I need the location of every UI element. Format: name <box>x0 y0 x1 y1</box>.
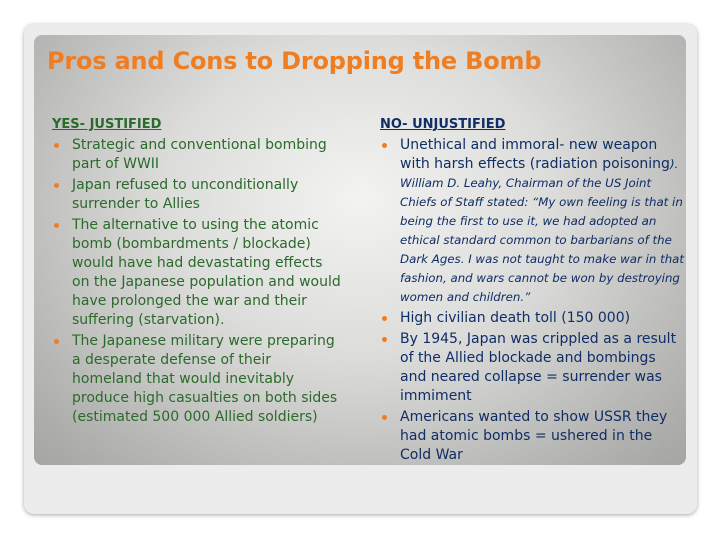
list-item-text: Americans wanted to show USSR they had atomic bombs = ushered in the Cold War <box>400 409 668 463</box>
list-item-text: The Japanese military were preparing a desperate defense of their homeland that would inevitably produce high casualties on both sides (estimated 500 000 Allied soldiers) <box>72 333 338 425</box>
list-item-text: The alternative to using the atomic bomb (bombardments / blockade) would have had devastating effects on the Japanese population and would have prolonged the war and their suffering (starvation). <box>72 217 341 328</box>
unjustified-heading: NO- UNJUSTIFIED <box>380 117 506 132</box>
list-item <box>380 330 685 406</box>
slide-title: Pros and Cons to Dropping the Bomb <box>47 47 542 75</box>
list-item <box>380 408 685 465</box>
list-item-text: Japan refused to unconditionally surrender to Allies <box>72 177 299 212</box>
bullet-icon <box>382 143 387 148</box>
justified-list <box>52 136 344 427</box>
list-item <box>52 176 344 214</box>
justified-column <box>52 117 344 429</box>
bullet-icon <box>382 337 387 342</box>
list-item-text: Unethical and immoral- new weapon with harsh effects (radiation poisoning <box>400 137 670 172</box>
bullet-icon <box>382 415 387 420</box>
justified-heading: YES- JUSTIFIED <box>52 117 162 132</box>
list-item <box>52 136 344 174</box>
bullet-icon <box>54 143 59 148</box>
list-item-text: By 1945, Japan was crippled as a result of the Allied blockade and bombings and neared collapse = surrender was immiment <box>400 331 677 404</box>
list-item <box>380 136 685 307</box>
bullet-icon <box>54 223 59 228</box>
leahy-quote: ). William D. Leahy, Chairman of the US Joint Chiefs of Staff stated: “My own feeling is that in being the first to use it, we had adopted an ethical standard common to barbarians of the Dark Ages. I was not taught to make war in that fashion, and wars cannot be won by destroying women and children.” <box>400 157 685 304</box>
bullet-icon <box>382 316 387 321</box>
unjustified-list <box>380 136 685 465</box>
bullet-icon <box>54 183 59 188</box>
list-item-text: Strategic and conventional bombing part of WWII <box>72 137 327 172</box>
list-item <box>52 332 344 427</box>
list-item <box>52 216 344 330</box>
list-item-text: High civilian death toll (150 000) <box>400 310 631 326</box>
list-item <box>380 309 685 328</box>
unjustified-column <box>380 117 685 467</box>
bullet-icon <box>54 339 59 344</box>
